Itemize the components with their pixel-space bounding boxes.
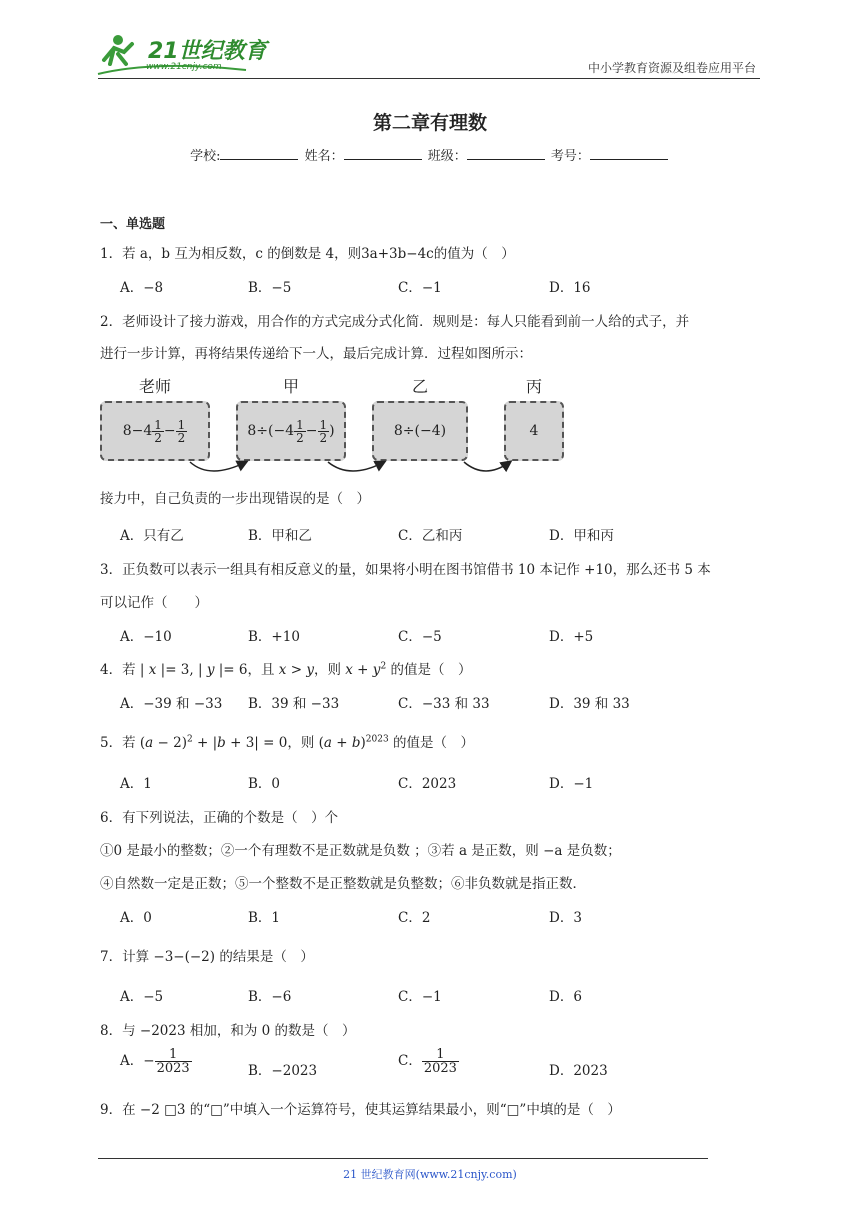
q6-option-a[interactable]: A．0 xyxy=(120,910,152,926)
diagram-box-teacher: 8−4 $\frac{1}{2}$ − $\frac{1}{2}$ xyxy=(100,401,210,461)
diagram-box-yi: 8÷(−4) xyxy=(372,401,468,461)
q2-line1: 2．老师设计了接力游戏，用合作的方式完成分式化简．规则是：每人只能看到前一人给的式子，并 xyxy=(100,314,690,330)
q5-option-c[interactable]: C．2023 xyxy=(398,776,457,792)
q5-option-d[interactable]: D．−1 xyxy=(549,776,594,792)
q7-option-c[interactable]: C．−1 xyxy=(398,989,442,1005)
q2-after: 接力中，自己负责的一步出现错误的是（ ） xyxy=(100,491,370,507)
diagram-label-yi: 乙 xyxy=(411,377,428,396)
q2-line2: 进行一步计算，再将结果传递给下一人，最后完成计算．过程如图所示： xyxy=(100,346,532,362)
class-blank[interactable] xyxy=(467,147,545,160)
q4-stem: 4．若 | x |= 3, | y |= 6，且 x > y，则 $x + y^2$ 的值是（ ） xyxy=(100,661,472,678)
q1-stem: 1．若 a，b 互为相反数，c 的倒数是 4，则3a+3b−4c的值为（ ） xyxy=(100,246,515,262)
q8-option-a[interactable]: A．− $\frac{1}{2023}$ xyxy=(120,1047,190,1076)
logo-url: www.21cnjy.com xyxy=(146,62,222,72)
q7-option-a[interactable]: A．−5 xyxy=(120,989,164,1005)
q4-option-a[interactable]: A．−39 和 −33 xyxy=(120,696,223,712)
platform-name: 中小学教育资源及组卷应用平台 xyxy=(587,61,756,75)
q6-option-b[interactable]: B．1 xyxy=(248,910,281,926)
q6-line3: ④自然数一定是正数；⑤一个整数不是正整数就是负整数；⑥非负数就是指正数． xyxy=(100,876,586,892)
q3-option-b[interactable]: B．+10 xyxy=(248,629,300,645)
q2-option-d[interactable]: D．甲和丙 xyxy=(549,528,614,544)
q4-option-d[interactable]: D．39 和 33 xyxy=(549,696,630,712)
school-label: 学校: xyxy=(190,149,221,164)
q8-option-d[interactable]: D．2023 xyxy=(549,1063,608,1079)
q5-option-a[interactable]: A．1 xyxy=(120,776,152,792)
q7-option-b[interactable]: B．−6 xyxy=(248,989,292,1005)
diagram-label-jia: 甲 xyxy=(282,377,299,396)
q1-option-a[interactable]: A．−8 xyxy=(120,280,164,296)
class-label: 班级： xyxy=(427,149,467,164)
logo-text: 21世纪教育 xyxy=(148,39,267,64)
q2-option-a[interactable]: A．只有乙 xyxy=(120,528,184,544)
q3-option-a[interactable]: A．−10 xyxy=(120,629,172,645)
diagram-arrows xyxy=(180,452,520,482)
footer-divider xyxy=(98,1158,708,1159)
q5-option-b[interactable]: B．0 xyxy=(248,776,281,792)
arrow-3 xyxy=(464,462,510,471)
footer-text[interactable]: 21 世纪教育网(www.21cnjy.com) xyxy=(343,1168,517,1181)
exam-no-blank[interactable] xyxy=(590,147,668,160)
diagram-box-jia: 8÷(−4 $\frac{1}{2}$ − $\frac{1}{2}$ ) xyxy=(236,401,346,461)
q3-line1: 3．正负数可以表示一组具有相反意义的量，如果将小明在图书馆借书 10 本记作 +10，那么还书 5 本 xyxy=(100,562,711,578)
q3-option-d[interactable]: D．+5 xyxy=(549,629,594,645)
q9-stem: 9．在 −2 □3 的“□”中填入一个运算符号，使其运算结果最小，则“□”中填的是（ ） xyxy=(100,1102,621,1118)
page-title: 第二章有理数 xyxy=(372,112,487,134)
arrow-2 xyxy=(328,462,384,471)
q2-option-c[interactable]: C．乙和丙 xyxy=(398,528,463,544)
diagram-box-bing: 4 xyxy=(504,401,564,461)
header-divider xyxy=(98,78,760,79)
q1-option-b[interactable]: B．−5 xyxy=(248,280,292,296)
q8-option-b[interactable]: B．−2023 xyxy=(248,1063,318,1079)
school-blank[interactable] xyxy=(220,147,298,160)
q6-line2: ①0 是最小的整数；②一个有理数不是正数就是负数 ；③若 a 是正数，则 −a 是负数； xyxy=(100,843,621,859)
exam-no-label: 考号： xyxy=(550,149,590,164)
q4-option-b[interactable]: B．39 和 −33 xyxy=(248,696,340,712)
q8-stem: 8．与 −2023 相加，和为 0 的数是（ ） xyxy=(100,1023,356,1039)
q4-option-c[interactable]: C．−33 和 33 xyxy=(398,696,490,712)
arrow-1 xyxy=(190,462,246,471)
q1-option-c[interactable]: C．−1 xyxy=(398,280,442,296)
q1-option-d[interactable]: D．16 xyxy=(549,280,591,296)
q6-option-c[interactable]: C．2 xyxy=(398,910,431,926)
q2-option-b[interactable]: B．甲和乙 xyxy=(248,528,312,544)
q3-option-c[interactable]: C．−5 xyxy=(398,629,442,645)
q6-option-d[interactable]: D．3 xyxy=(549,910,582,926)
diagram-label-teacher: 老师 xyxy=(138,377,171,396)
student-info xyxy=(0,145,860,164)
q6-stem: 6．有下列说法，正确的个数是（ ）个 xyxy=(100,810,339,826)
q7-stem: 7．计算 −3−(−2) 的结果是（ ） xyxy=(100,949,314,965)
section-heading: 一、单选题 xyxy=(100,217,166,232)
q3-line2: 可以记作（ ） xyxy=(100,595,208,611)
q7-option-d[interactable]: D．6 xyxy=(549,989,582,1005)
diagram-label-bing: 丙 xyxy=(525,377,542,396)
q8-option-c[interactable]: C． $\frac{1}{2023}$ xyxy=(398,1047,457,1076)
name-blank[interactable] xyxy=(344,147,422,160)
name-label: 姓名： xyxy=(304,149,344,164)
q5-stem: 5．若 $(a - 2)^2 + |b + 3| = 0$，则 $(a + b)^{2023}$ 的值是（ ） xyxy=(100,734,474,751)
